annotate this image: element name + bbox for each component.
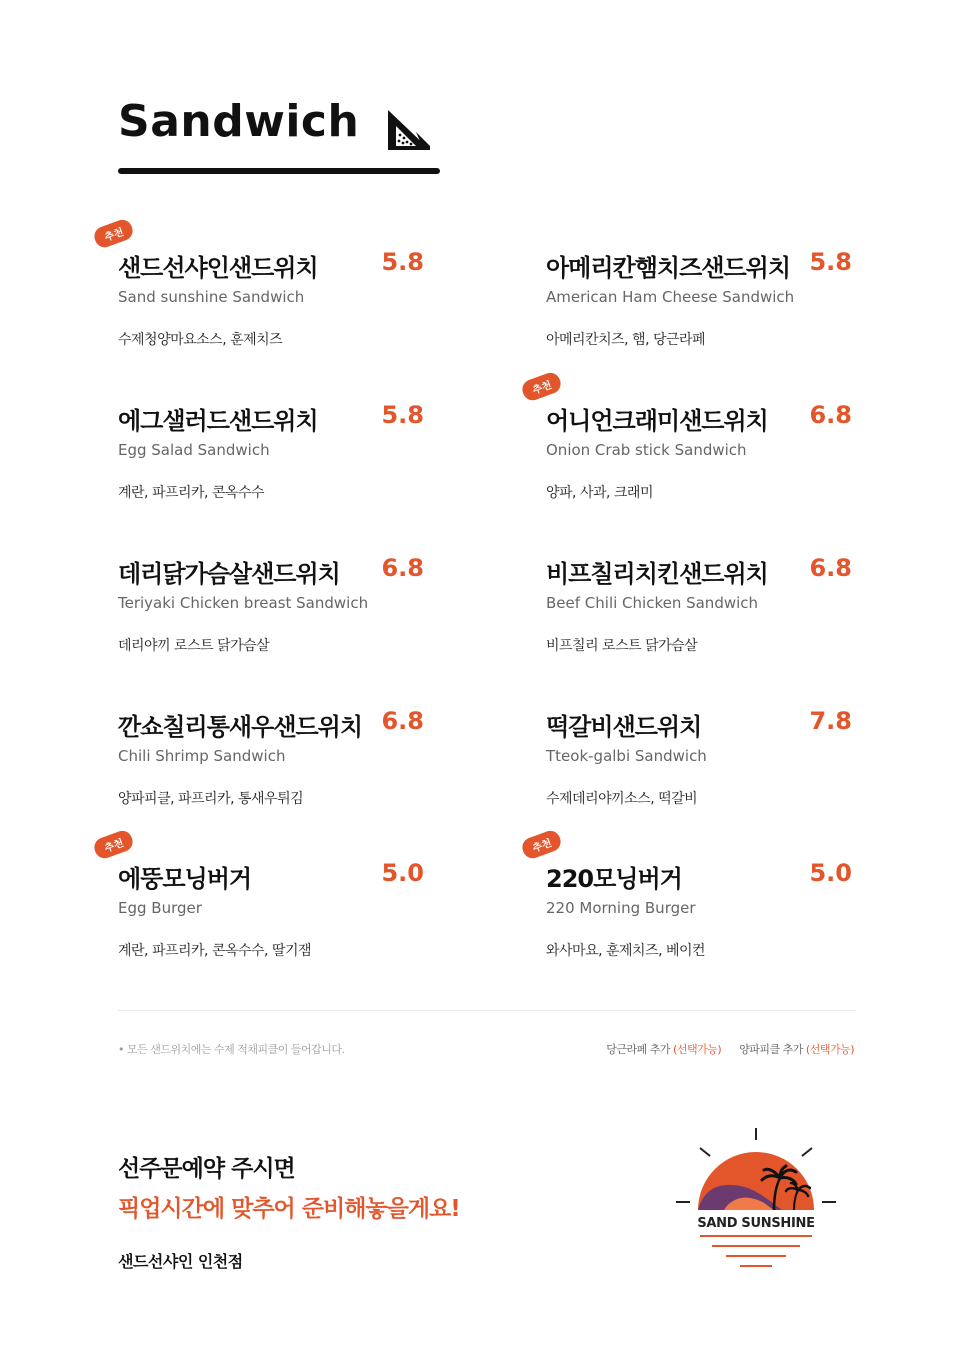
- item-english-name: Egg Burger: [118, 899, 202, 917]
- sunset-palm-icon: [670, 1124, 842, 1274]
- item-english-name: American Ham Cheese Sandwich: [546, 288, 795, 306]
- title-underline: [118, 168, 440, 174]
- sandwich-icon: [386, 108, 432, 154]
- preorder-headline: 선주문예약 주시면: [118, 1156, 295, 1182]
- page-title: Sandwich: [118, 96, 360, 147]
- item-description: 아메리칸치즈, 햄, 당근라페: [546, 332, 706, 348]
- addon-pickle-label: 양파피클 추가: [739, 1043, 803, 1056]
- item-description: 계란, 파프리카, 콘옥수수: [118, 485, 265, 501]
- item-price: 5.0: [381, 859, 424, 887]
- item-english-name: Tteok-galbi Sandwich: [546, 747, 707, 765]
- item-name: 에그샐러드샌드위치: [118, 407, 318, 435]
- item-name: 데리닭가슴살샌드위치: [118, 560, 340, 588]
- item-description: 와사마요, 훈제치즈, 베이컨: [546, 943, 706, 959]
- item-price: 5.0: [809, 859, 852, 887]
- section-divider: [118, 1010, 856, 1011]
- item-price: 6.8: [809, 401, 852, 429]
- item-english-name: 220 Morning Burger: [546, 899, 696, 917]
- item-name: 깐쇼칠리통새우샌드위치: [118, 713, 363, 741]
- item-price: 5.8: [381, 248, 424, 276]
- menu-header: [118, 96, 440, 147]
- item-english-name: Beef Chili Chicken Sandwich: [546, 594, 759, 612]
- item-price: 6.8: [381, 707, 424, 735]
- addon-option-label: (선택가능): [805, 1043, 854, 1056]
- pickle-note: • 모든 샌드위치에는 수제 적채피클이 들어갑니다.: [118, 1043, 345, 1056]
- brand-logo: [670, 1124, 842, 1274]
- brand-logo-text: SAND SUNSHINE: [697, 1216, 815, 1231]
- item-description: 양파, 사과, 크래미: [546, 485, 653, 501]
- item-description: 계란, 파프리카, 콘옥수수, 딸기잼: [118, 943, 312, 959]
- item-english-name: Chili Shrimp Sandwich: [118, 747, 286, 765]
- item-price: 5.8: [809, 248, 852, 276]
- item-name: 220모닝버거: [546, 865, 682, 893]
- addon-option-label: (선택가능): [673, 1043, 722, 1056]
- preorder-subheadline: 픽업시간에 맞추어 준비해놓을게요!: [118, 1196, 460, 1222]
- item-description: 수제데리야끼소스, 떡갈비: [546, 791, 698, 807]
- store-name: 샌드선샤인 인천점: [118, 1252, 243, 1271]
- recommend-badge: 추천: [92, 828, 136, 861]
- recommend-badge: 추천: [92, 217, 136, 250]
- item-name: 비프칠리치킨샌드위치: [546, 560, 768, 588]
- item-price: 6.8: [381, 554, 424, 582]
- recommend-badge: 추천: [520, 828, 564, 861]
- item-price: 7.8: [809, 707, 852, 735]
- item-price: 6.8: [809, 554, 852, 582]
- item-name: 아메리칸햄치즈샌드위치: [546, 254, 791, 282]
- item-price: 5.8: [381, 401, 424, 429]
- item-english-name: Egg Salad Sandwich: [118, 441, 270, 459]
- item-description: 데리야끼 로스트 닭가슴살: [118, 638, 270, 654]
- item-description: 비프칠리 로스트 닭가슴살: [546, 638, 698, 654]
- item-name: 떡갈비샌드위치: [546, 713, 702, 741]
- recommend-badge: 추천: [520, 370, 564, 403]
- item-name: 에뚱모닝버거: [118, 865, 252, 893]
- item-name: 샌드선샤인샌드위치: [118, 254, 318, 282]
- item-english-name: Teriyaki Chicken breast Sandwich: [118, 594, 369, 612]
- item-description: 양파피클, 파프리카, 통새우튀김: [118, 791, 304, 807]
- item-description: 수제청양마요소스, 훈제치즈: [118, 332, 283, 348]
- item-english-name: Onion Crab stick Sandwich: [546, 441, 747, 459]
- item-name: 어니언크래미샌드위치: [546, 407, 768, 435]
- addon-carrot-label: 당근라페 추가: [606, 1043, 671, 1056]
- addon-note: [606, 1041, 854, 1057]
- item-english-name: Sand sunshine Sandwich: [118, 288, 305, 306]
